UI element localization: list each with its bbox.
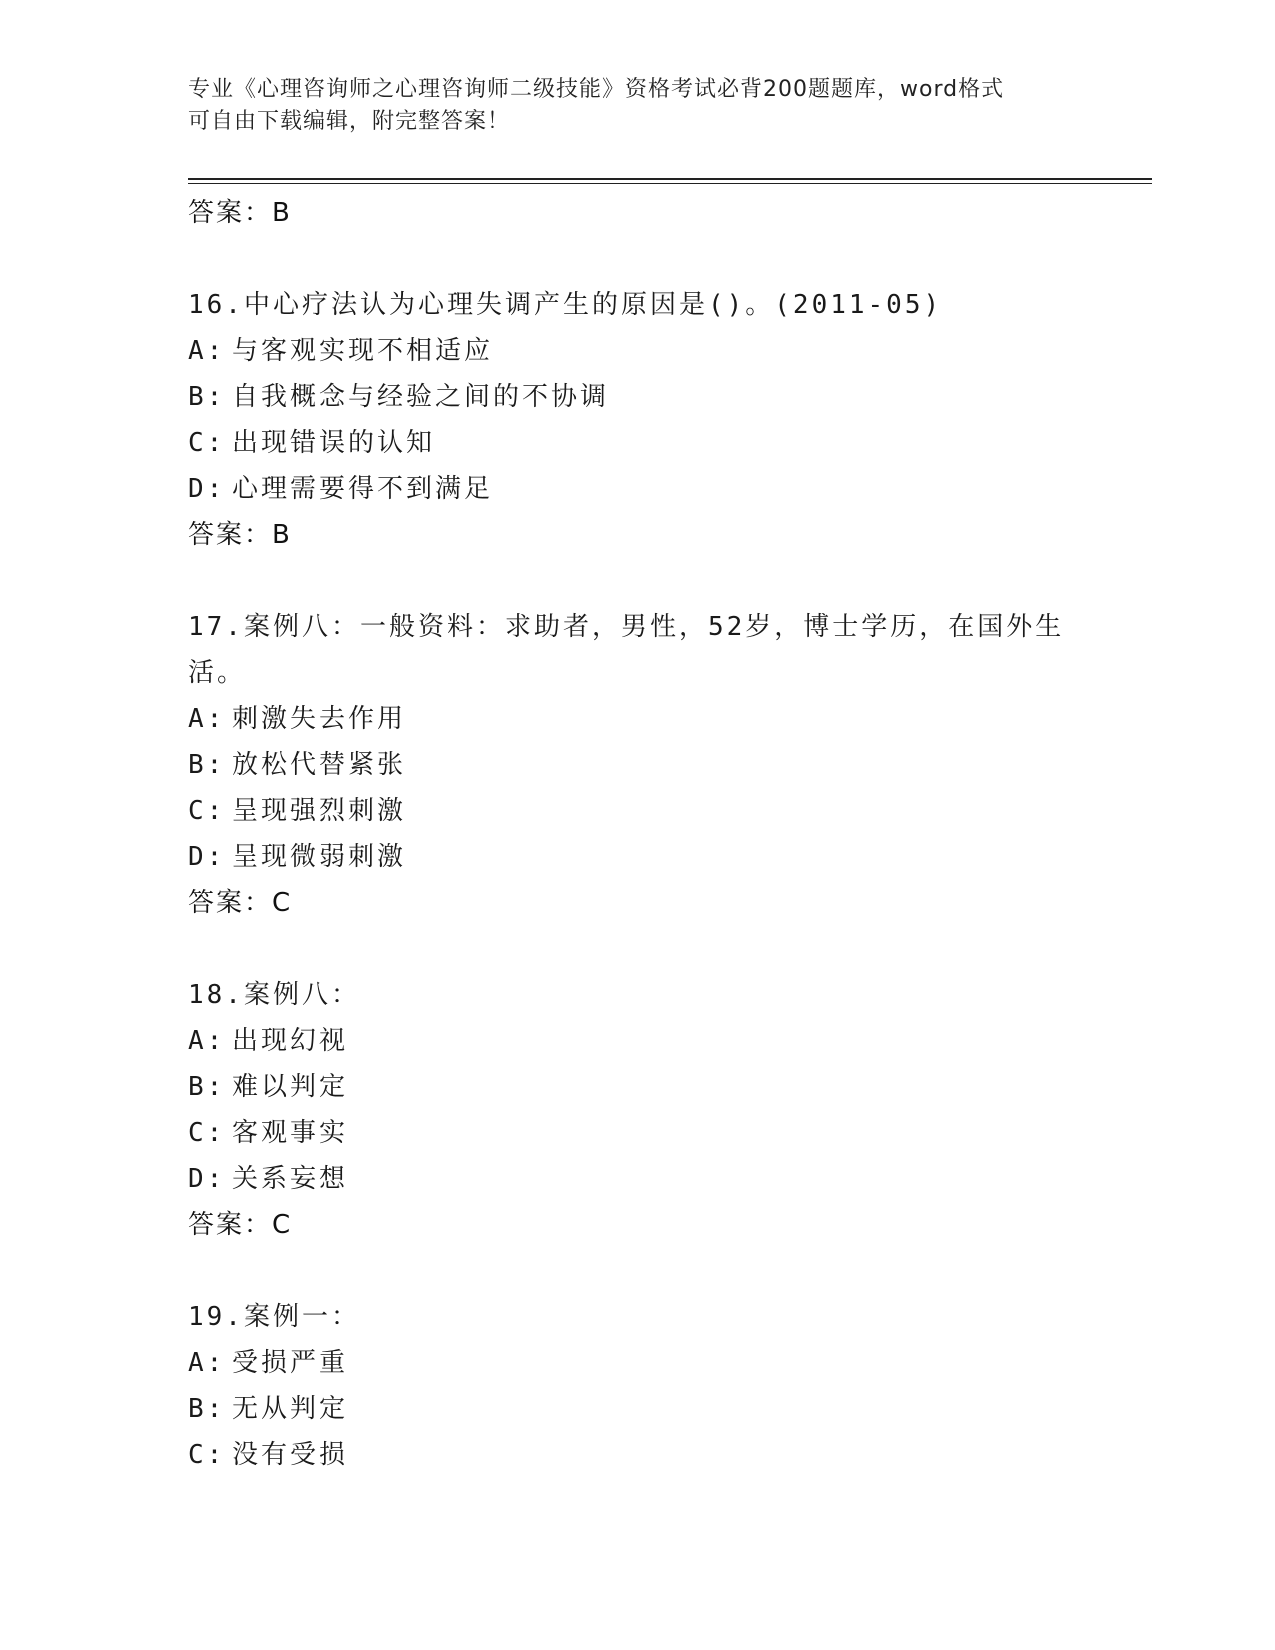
option-key: C: (188, 796, 226, 826)
option-key: A: (188, 1026, 226, 1056)
question-stem: 19.案例一： (188, 1302, 360, 1332)
answer-line: 答案：B (188, 198, 292, 228)
header-line-2: 可自由下载编辑，附完整答案！ (188, 109, 511, 134)
header-line-1: 专业《心理咨询师之心理咨询师二级技能》资格考试必背200题题库，word格式 (188, 77, 1005, 102)
option-text: 自我概念与经验之间的不协调 (232, 382, 610, 412)
question-stem: 17.案例八：一般资料：求助者，男性，52岁，博士学历，在国外生活。 (188, 612, 1065, 688)
option-a (188, 1340, 1108, 1386)
option-text: 与客观实现不相适应 (232, 336, 494, 366)
option-c (188, 1432, 1108, 1478)
option-key: A: (188, 704, 226, 734)
option-key: D: (188, 842, 226, 872)
option-text: 没有受损 (232, 1440, 349, 1470)
answer-line: 答案：C (188, 888, 293, 918)
option-text: 放松代替紧张 (232, 750, 407, 780)
question-block (188, 282, 1108, 558)
question-block (188, 972, 1108, 1248)
option-b (188, 1064, 1108, 1110)
header-rule-thin (188, 183, 1152, 184)
option-text: 刺激失去作用 (232, 704, 407, 734)
option-b (188, 1386, 1108, 1432)
option-key: C: (188, 1440, 226, 1470)
option-a (188, 696, 1108, 742)
option-key: C: (188, 1118, 226, 1148)
option-text: 出现幻视 (232, 1026, 349, 1056)
question-block (188, 604, 1108, 926)
answer-line: 答案：C (188, 1210, 293, 1240)
option-a (188, 1018, 1108, 1064)
question-block (188, 1294, 1108, 1478)
option-text: 无从判定 (232, 1394, 349, 1424)
option-b (188, 374, 1108, 420)
option-text: 关系妄想 (232, 1164, 349, 1194)
option-key: C: (188, 428, 226, 458)
question-stem: 18.案例八： (188, 980, 360, 1010)
question-list (188, 190, 1108, 1478)
spacer (188, 558, 1108, 604)
option-key: D: (188, 1164, 226, 1194)
option-a (188, 328, 1108, 374)
option-text: 出现错误的认知 (232, 428, 436, 458)
option-key: B: (188, 750, 226, 780)
option-c (188, 788, 1108, 834)
option-key: B: (188, 382, 226, 412)
option-c (188, 1110, 1108, 1156)
option-text: 受损严重 (232, 1348, 349, 1378)
option-d (188, 466, 1108, 512)
option-d (188, 834, 1108, 880)
option-b (188, 742, 1108, 788)
option-key: B: (188, 1072, 226, 1102)
option-c (188, 420, 1108, 466)
option-text: 呈现强烈刺激 (232, 796, 407, 826)
question-stem: 16.中心疗法认为心理失调产生的原因是()。(2011-05) (188, 290, 943, 320)
spacer (188, 926, 1108, 972)
header-rule-thick (188, 178, 1152, 180)
spacer (188, 1248, 1108, 1294)
spacer (188, 236, 1108, 282)
option-text: 客观事实 (232, 1118, 349, 1148)
option-key: A: (188, 1348, 226, 1378)
option-text: 心理需要得不到满足 (232, 474, 494, 504)
option-text: 呈现微弱刺激 (232, 842, 407, 872)
document-header (188, 74, 1088, 138)
option-key: B: (188, 1394, 226, 1424)
answer-line: 答案：B (188, 520, 292, 550)
option-key: A: (188, 336, 226, 366)
option-text: 难以判定 (232, 1072, 349, 1102)
option-d (188, 1156, 1108, 1202)
option-key: D: (188, 474, 226, 504)
